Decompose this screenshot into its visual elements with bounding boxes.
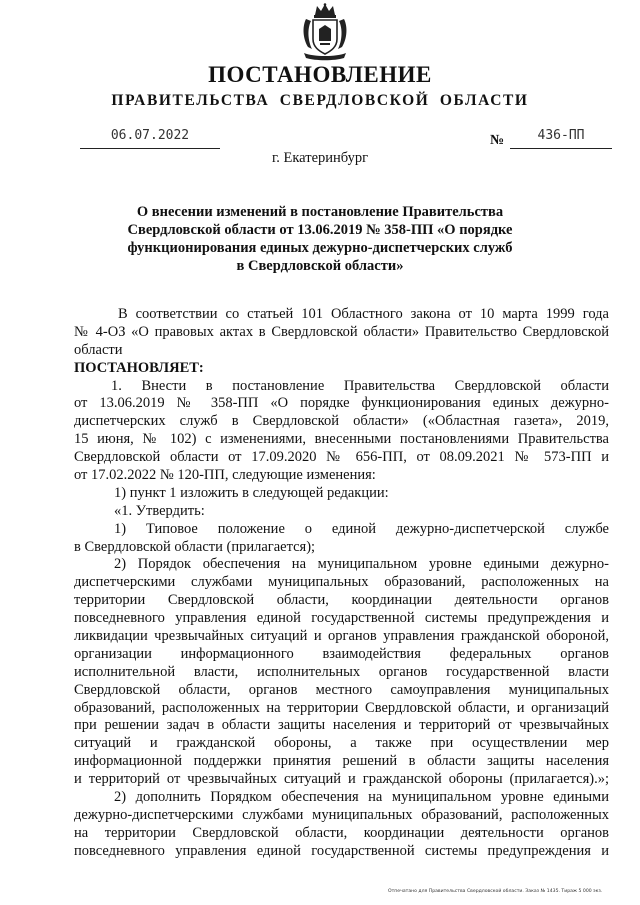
body-line: на территории Свердловской области, координации деятельности органов: [74, 824, 609, 841]
body-line: организации информационного взаимодействия федеральных органов: [74, 645, 609, 662]
body-line: диспетчерскими службами муниципальных образований, расположенных на: [74, 574, 609, 591]
body-line: от 17.02.2022 № 120-ПП, следующие изменения:: [74, 467, 376, 484]
body-line: «1. Утвердить:: [114, 502, 205, 519]
body-line: повседневного управления единой государственной системы предупреждения и: [74, 842, 609, 859]
body-line: 1. Внести в постановление Правительства Свердловской области: [111, 377, 609, 394]
title-line: О внесении изменений в постановление Правительства: [136, 204, 504, 220]
body-line: информационной поддержки принятия решений в области защиты населения: [74, 753, 609, 770]
body-line: в Свердловской области (прилагается);: [74, 538, 316, 555]
title-line: в Свердловской области»: [236, 258, 404, 274]
body-line: дежурно-диспетчерскими службами муниципальных образований, расположенных: [74, 806, 609, 823]
body-line: 1) пункт 1 изложить в следующей редакции:: [114, 484, 389, 501]
document-number-field: 436-ПП: [510, 128, 612, 149]
title-line: Свердловской области от 13.06.2019 № 358-ПП «О порядке: [127, 222, 513, 238]
document-title: [120, 203, 520, 275]
document-date-field: 06.07.2022: [80, 128, 220, 149]
body-line: повседневного управления единой государственной системы предупреждения и: [74, 610, 609, 627]
body-line: 1) Типовое положение о единой дежурно-диспетчерской службе: [114, 520, 609, 537]
body-line: Свердловской области, органов местного самоуправления муниципальных: [74, 681, 609, 698]
body-line: от 13.06.2019 № 358-ПП «О порядке функционирования единых дежурно-: [74, 395, 609, 412]
body-line: диспетчерских служб в Свердловской области» («Областная газета», 2019,: [74, 413, 609, 430]
document-body: [74, 306, 609, 861]
body-line: 2) Порядок обеспечения на муниципальном уровне едиными дежурно-: [114, 556, 609, 573]
body-line: № 4-ОЗ «О правовых актах в Свердловской области» Правительство Свердловской: [74, 323, 609, 340]
body-line: образований, расположенных на территории Свердловской области, и организаций: [74, 699, 609, 716]
body-line: области: [74, 341, 123, 358]
print-footer: Отпечатано для Правительства Свердловской области. Заказ № 1435. Тираж 5 000 экз.: [388, 889, 603, 894]
body-line: 15 июня, № 102) с изменениями, внесенными постановлениями Правительства: [74, 431, 609, 448]
city-line: г. Екатеринбург: [271, 150, 369, 166]
body-line: ликвидации чрезвычайных ситуаций и органов управления гражданской обороной,: [74, 628, 609, 645]
body-line: исполнительной власти, исполнительных органов государственной власти: [74, 663, 609, 680]
coat-of-arms-emblem: [298, 3, 352, 61]
body-line: ситуаций и гражданской обороны, а также при осуществлении мер: [74, 735, 609, 752]
document-number-label: №: [490, 133, 505, 148]
title-line: функционирования единых дежурно-диспетчерских служб: [127, 240, 513, 256]
issuer-heading: ПРАВИТЕЛЬСТВА СВЕРДЛОВСКОЙ ОБЛАСТИ: [111, 92, 529, 109]
body-line: при решении задач в области защиты населения и территорий от чрезвычайных: [74, 717, 609, 734]
body-line: В соответствии со статьей 101 Областного закона от 10 марта 1999 года: [118, 306, 609, 322]
body-line: 2) дополнить Порядком обеспечения на муниципальном уровне едиными: [114, 789, 609, 806]
decree-keyword: ПОСТАНОВЛЯЕТ:: [74, 359, 204, 376]
body-line: и территорий от чрезвычайных ситуаций и гражданской обороны (прилагается).»;: [74, 771, 609, 788]
document-type-heading: ПОСТАНОВЛЕНИЕ: [208, 62, 432, 87]
body-line: Свердловской области от 17.09.2020 № 656-ПП, от 08.09.2021 № 573-ПП и: [74, 449, 609, 466]
body-line: территории Свердловской области, координации деятельности органов: [74, 592, 609, 609]
